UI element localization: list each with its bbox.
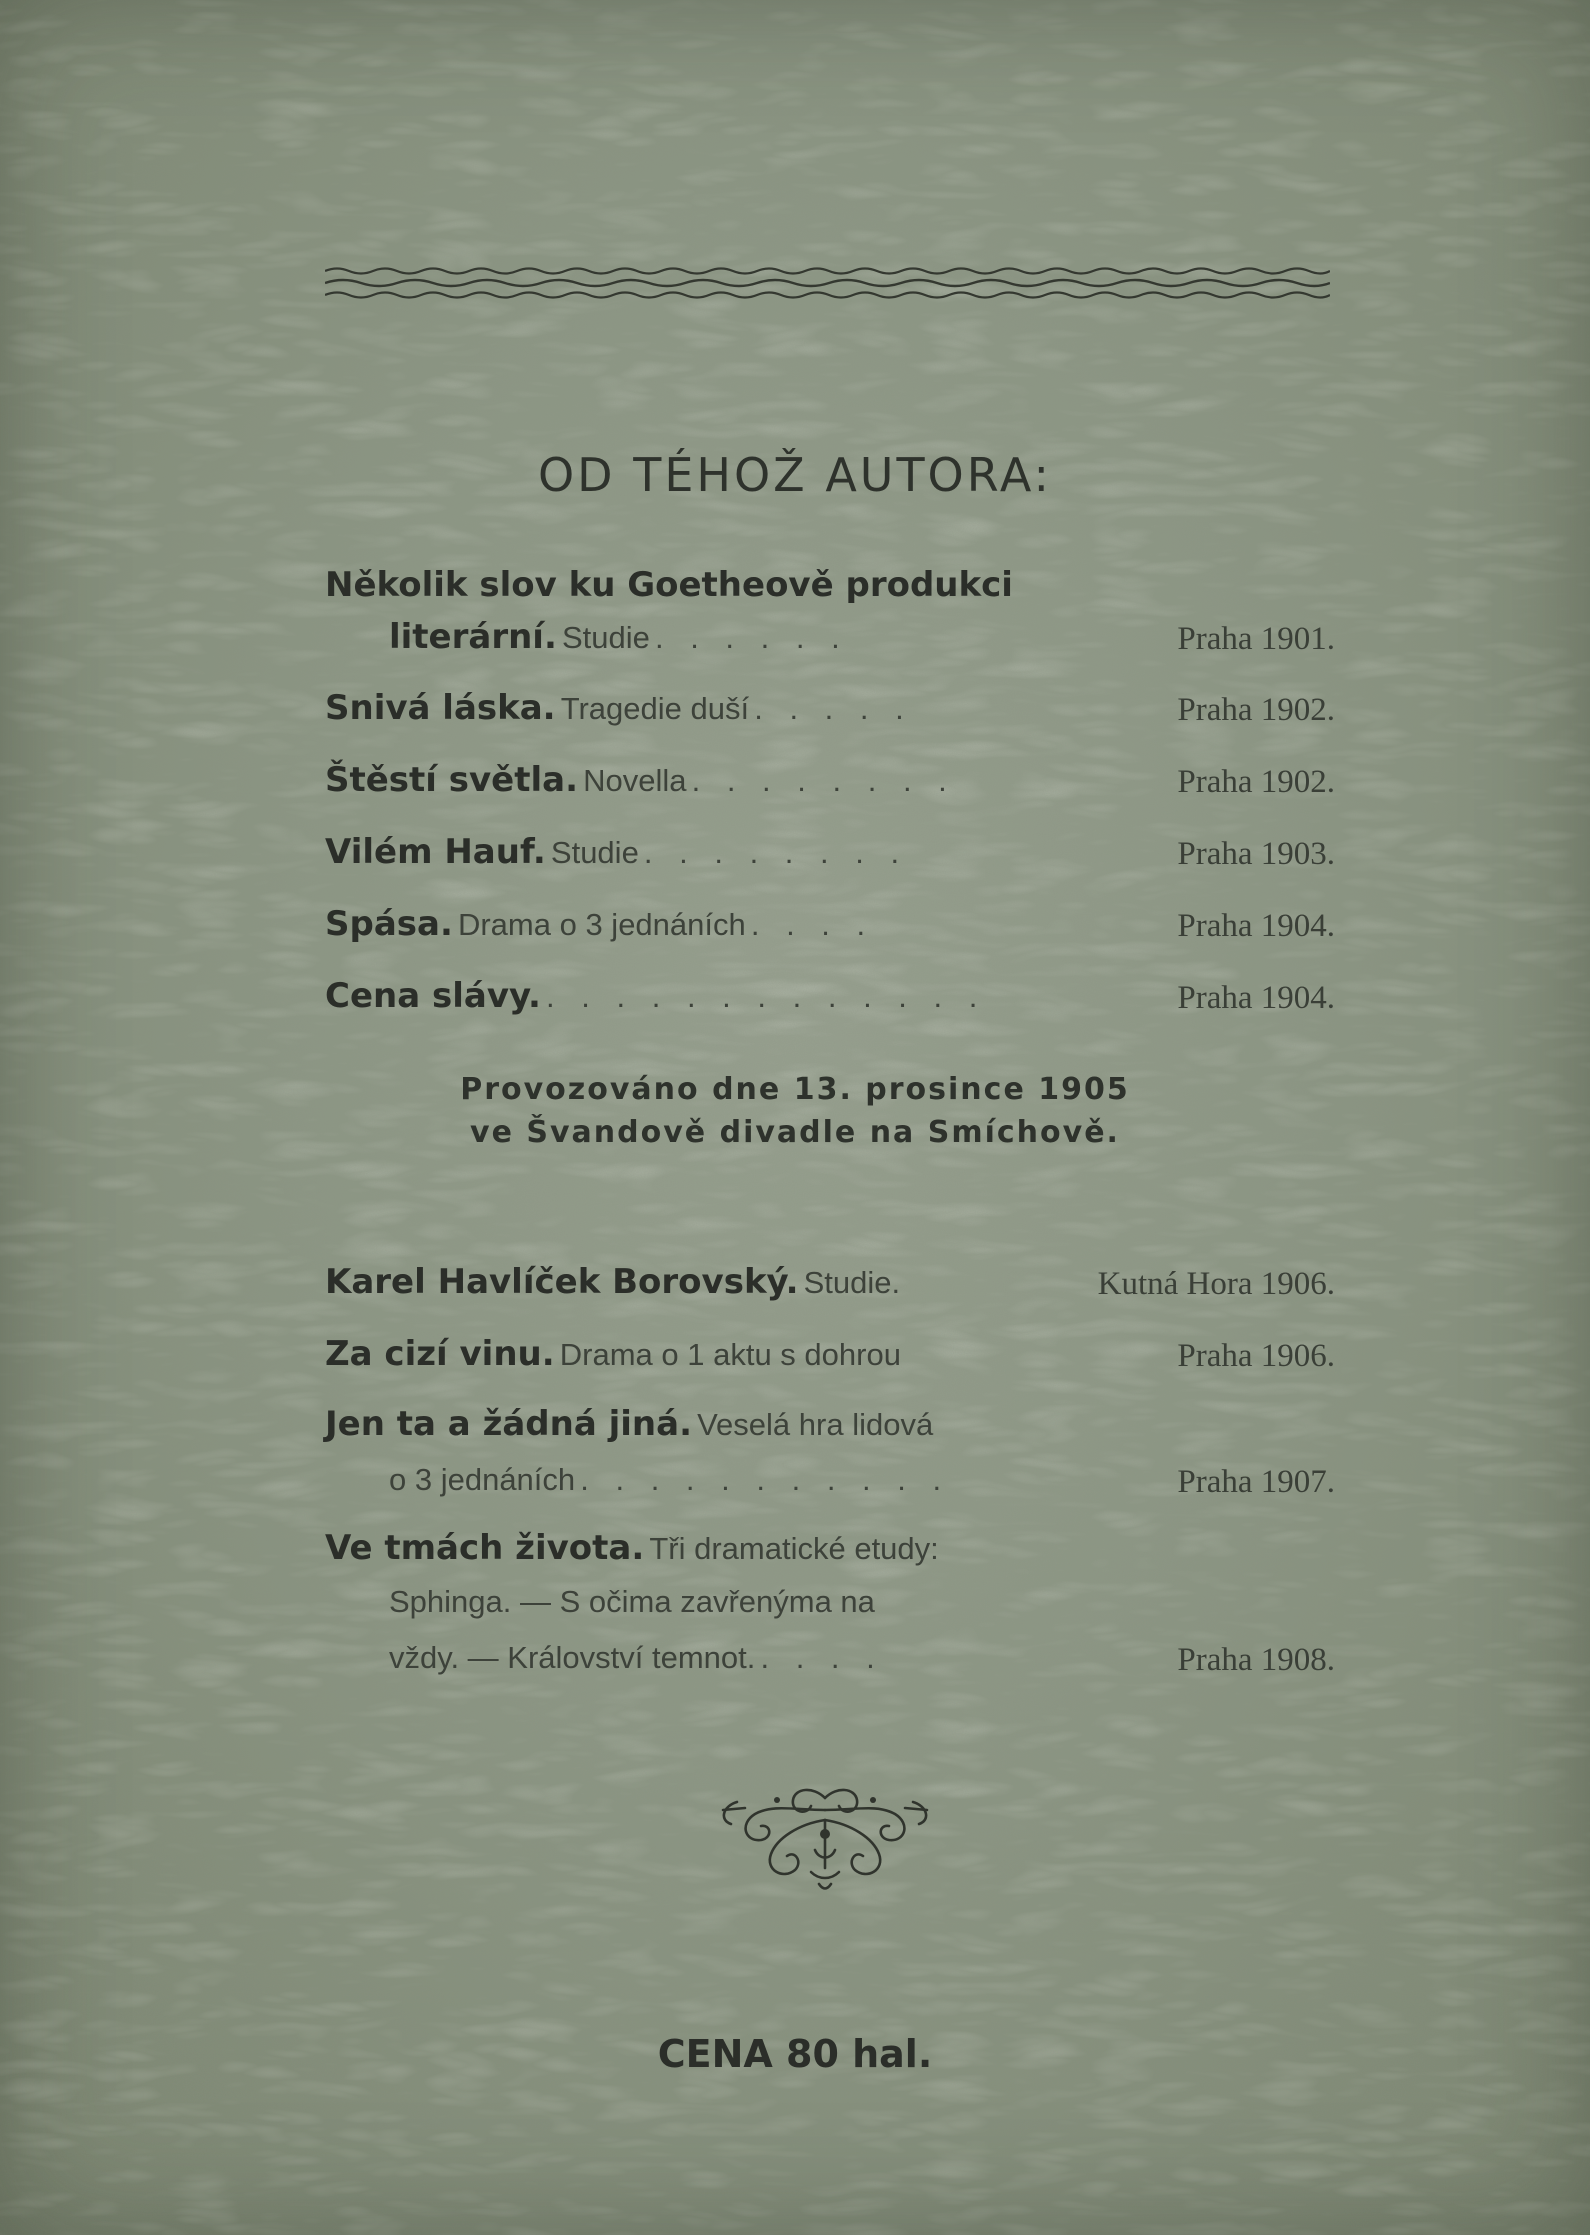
vignette-ornament xyxy=(715,1780,935,1895)
performance-note-line-2: ve Švandově divadle na Smíchově. xyxy=(470,1115,1120,1150)
leader-dots: . . . . . . . . . . . . . xyxy=(546,979,987,1014)
list-item xyxy=(325,1262,1335,1322)
entry-place-year: Praha 1906. xyxy=(1177,1338,1335,1374)
list-item xyxy=(325,1404,1335,1514)
entry-place-year: Praha 1904. xyxy=(1177,908,1335,944)
entry-description: Veselá hra lidová xyxy=(697,1407,934,1442)
entry-title: Jen ta a žádná jiná. xyxy=(325,1404,692,1444)
wavy-rule-ornament xyxy=(325,258,1330,308)
entry-place-year: Praha 1902. xyxy=(1177,764,1335,800)
leader-dots: . . . . . xyxy=(754,691,913,726)
entry-title: Vilém Hauf. xyxy=(325,832,546,872)
entry-title: Za cizí vinu. xyxy=(325,1334,555,1374)
entry-description: Studie xyxy=(561,620,650,655)
entry-title: Štěstí světla. xyxy=(325,760,579,800)
leader-dots: . . . . . . . . xyxy=(691,763,956,798)
entry-title: Karel Havlíček Borovský. xyxy=(325,1262,799,1302)
list-item xyxy=(325,565,1335,675)
list-item xyxy=(325,1334,1335,1394)
list-item xyxy=(325,688,1335,748)
entry-description: Studie. xyxy=(803,1265,901,1300)
entry-place-year: Praha 1908. xyxy=(1177,1642,1335,1678)
entry-description: Tragedie duší xyxy=(560,691,750,726)
entry-place-year: Praha 1904. xyxy=(1177,980,1335,1016)
entry-place-year: Praha 1902. xyxy=(1177,692,1335,728)
performance-note-line-1: Provozováno dne 13. prosince 1905 xyxy=(460,1072,1130,1107)
entry-description: Tři dramatické etudy: xyxy=(649,1531,939,1566)
entry-description: Drama o 3 jednáních xyxy=(457,907,746,942)
entry-place-year: Praha 1901. xyxy=(1177,621,1335,657)
list-item xyxy=(325,976,1335,1036)
entry-place-year: Praha 1907. xyxy=(1177,1464,1335,1500)
entry-title: Ve tmách života. xyxy=(325,1528,645,1568)
entry-description: Drama o 1 aktu s dohrou xyxy=(559,1337,901,1372)
entry-place-year: Kutná Hora 1906. xyxy=(1097,1266,1335,1302)
entry-place-year: Praha 1903. xyxy=(1177,836,1335,872)
entry-title: Spása. xyxy=(325,904,453,944)
leader-dots: . . . . xyxy=(760,1640,884,1675)
list-item xyxy=(325,832,1335,892)
list-item xyxy=(325,904,1335,964)
price-label: CENA 80 hal. xyxy=(657,2032,933,2076)
entry-description-continued: o 3 jednáních xyxy=(389,1462,576,1497)
entry-description-continued: vždy. — Království temnot. xyxy=(389,1640,756,1675)
entry-title: Snivá láska. xyxy=(325,688,556,728)
leader-dots: . . . . . . . . . . . xyxy=(580,1462,951,1497)
list-item xyxy=(325,1528,1335,1698)
entry-title: Několik slov ku Goetheově produkci xyxy=(325,565,1013,605)
entry-title: Cena slávy. xyxy=(325,976,541,1016)
entry-title-continued: literární. xyxy=(389,617,557,657)
leader-dots: . . . . xyxy=(750,907,875,942)
list-item xyxy=(325,760,1335,820)
entry-description-continued: Sphinga. — S očima zavřenýma na xyxy=(389,1584,875,1619)
entry-description: Novella xyxy=(583,763,687,798)
page-heading: OD TÉHOŽ AUTORA: xyxy=(537,448,1053,502)
leader-dots: . . . . . . xyxy=(654,620,849,655)
leader-dots: . . . . . . . . xyxy=(643,835,909,870)
entry-description: Studie xyxy=(550,835,639,870)
